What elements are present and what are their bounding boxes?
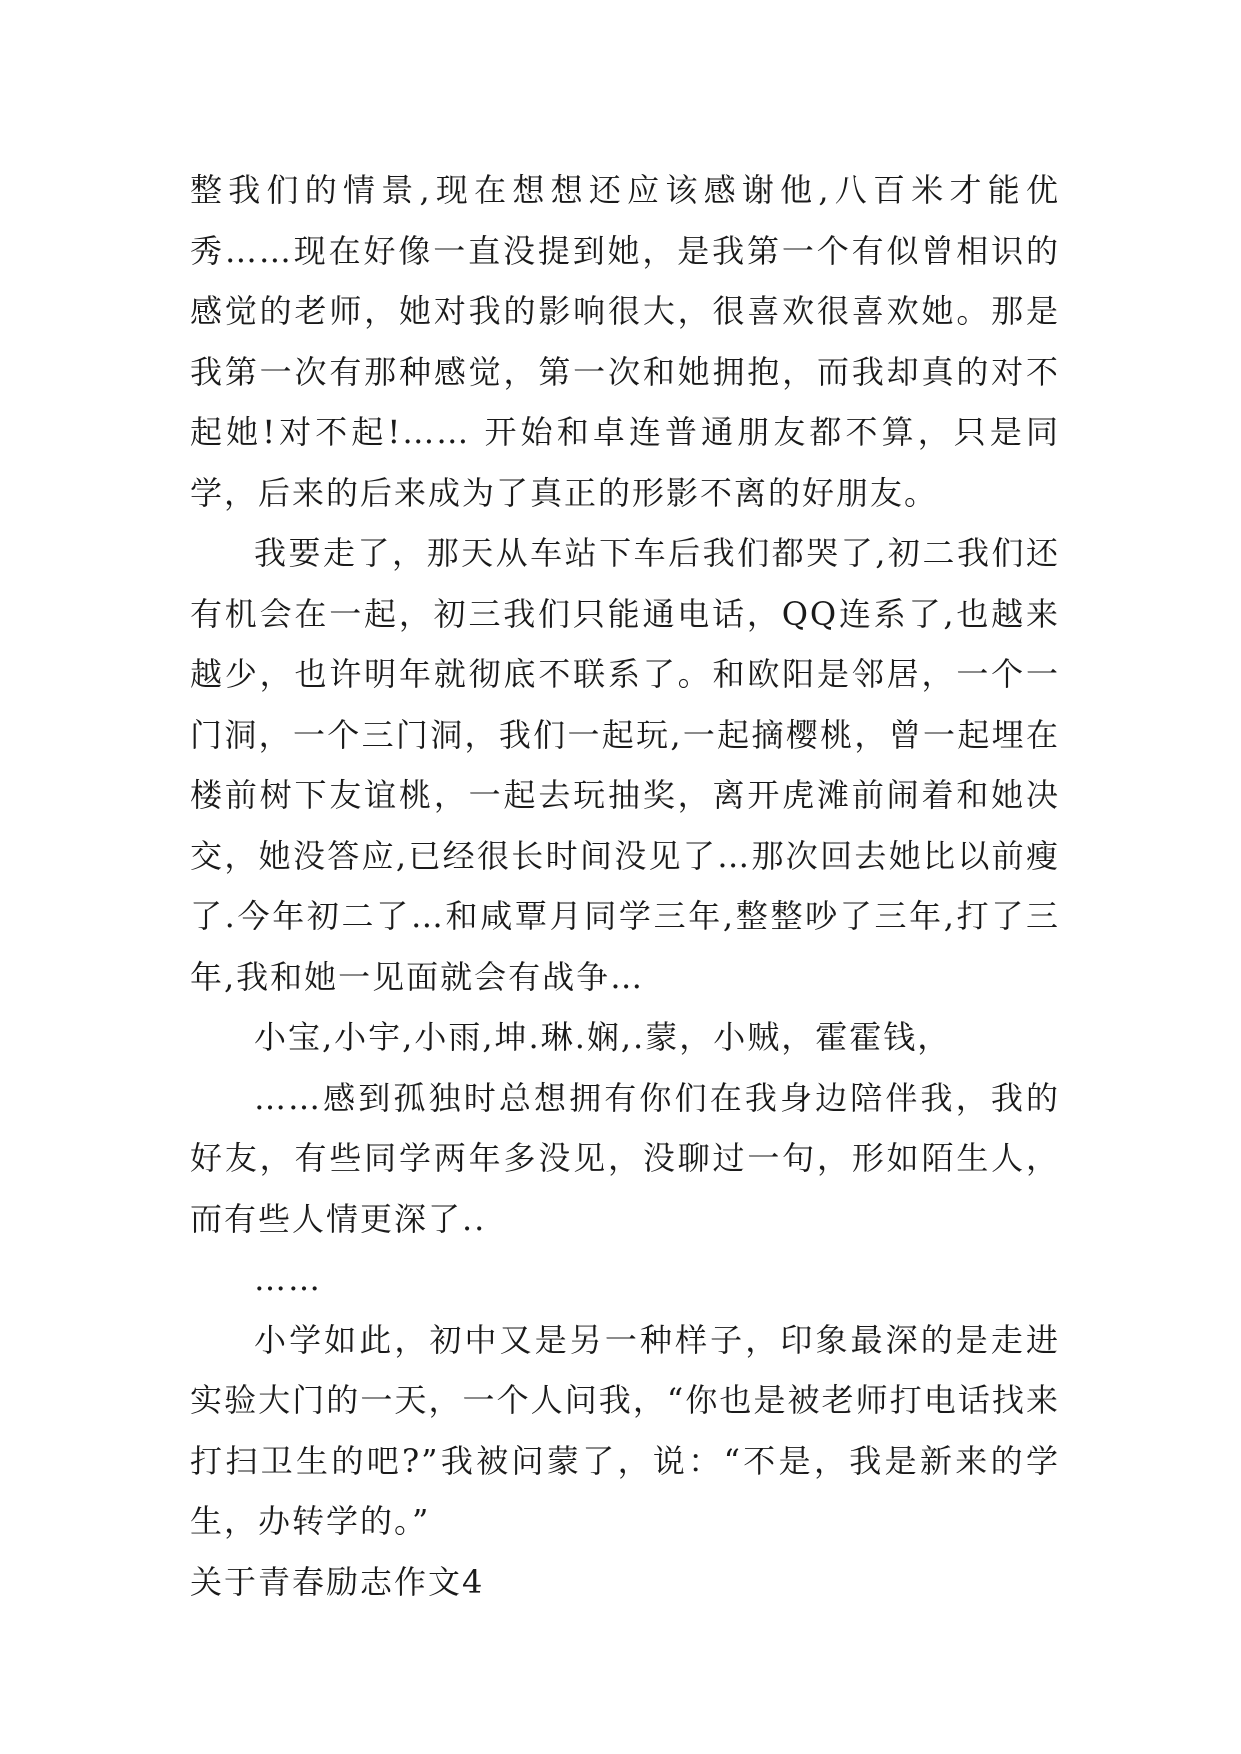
paragraph-6: 小学如此，初中又是另一种样子，印象最深的是走进实验大门的一天，一个人问我，“你也是被老师打电话找来打扫卫生的吧?”我被问蒙了，说：“不是，我是新来的学生，办转学的。”	[190, 1320, 1060, 1540]
paragraph-4: ……感到孤独时总想拥有你们在我身边陪伴我，我的好友，有些同学两年多没见，没聊过一句，形如陌生人，而有些人情更深了..	[190, 1078, 1060, 1238]
section-heading: 关于青春励志作文4	[190, 1562, 485, 1601]
document-body	[190, 160, 1060, 1612]
paragraph-2: 我要走了，那天从车站下车后我们都哭了,初二我们还有机会在一起，初三我们只能通电话，QQ连系了,也越来越少，也许明年就彻底不联系了。和欧阳是邻居，一个一门洞，一个三门洞，我们一起玩,一起摘樱桃，曾一起埋在楼前树下友谊桃，一起去玩抽奖，离开虎滩前闹着和她决交，她没答应,已经很长时间没见了…那次回去她比以前瘦了.今年初二了…和咸覃月同学三年,整整吵了三年,打了三年,我和她一见面就会有战争…	[190, 534, 1060, 996]
paragraph-1: 整我们的情景,现在想想还应该感谢他,八百米才能优秀……现在好像一直没提到她，是我第一个有似曾相识的感觉的老师，她对我的影响很大，很喜欢很喜欢她。那是我第一次有那种感觉，第一次和她拥抱，而我却真的对不起她!对不起!…… 开始和卓连普通朋友都不算，只是同学，后来的后来成为了真正的形影不离的好朋友。	[190, 171, 1060, 512]
paragraph-3: 小宝,小宇,小雨,坤.琳.娴,.蒙，小贼，霍霍钱，	[254, 1018, 952, 1056]
paragraph-5: ……	[254, 1260, 322, 1298]
